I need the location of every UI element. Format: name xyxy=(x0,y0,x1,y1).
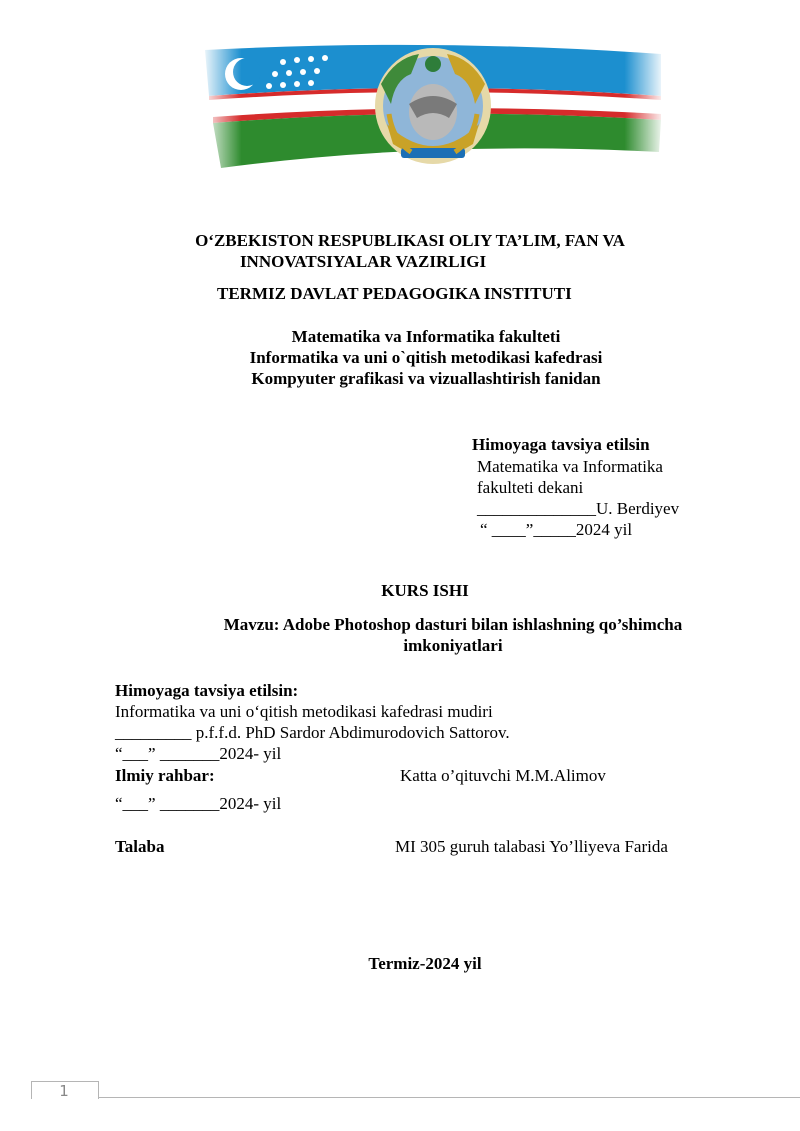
uzbekistan-flag-emblem-banner xyxy=(205,44,661,170)
dean-signature: ______________U. Berdiyev xyxy=(477,499,680,518)
dean-approval-block xyxy=(477,456,797,540)
dean-line-2: fakulteti dekani xyxy=(477,478,584,497)
ministry-title xyxy=(140,230,680,272)
dean-line-1: Matematika va Informatika xyxy=(477,457,663,476)
supervisor-label: Ilmiy rahbar: xyxy=(115,766,215,785)
footer-divider xyxy=(98,1097,800,1098)
ministry-line-1: O‘ZBEKISTON RESPUBLIKASI OLIY TA’LIM, FAN VA xyxy=(195,231,625,250)
head-approval-line-1: Informatika va uni o‘qitish metodikasi kafedrasi mudiri xyxy=(115,702,493,721)
department-name: Informatika va uni o`qitish metodikasi kafedrasi xyxy=(249,348,603,367)
supervisor-date: “___” _______2024- yil xyxy=(115,794,282,813)
page-number: 1 xyxy=(59,1082,69,1100)
subject-name: Kompyuter grafikasi va vizuallashtirish fanidan xyxy=(251,369,601,388)
work-topic xyxy=(190,614,716,656)
student-name: MI 305 guruh talabasi Yo’lliyeva Farida xyxy=(395,837,668,856)
dean-approval-title: Himoyaga tavsiya etilsin xyxy=(472,435,650,454)
head-approval-block xyxy=(115,680,775,764)
head-date: “___” _______2024- yil xyxy=(115,744,282,763)
topic-line-2: imkoniyatlari xyxy=(403,636,503,655)
city-year: Termiz-2024 yil xyxy=(368,954,482,973)
dean-date: “ ____”_____2024 yil xyxy=(480,520,633,539)
institute-name: TERMIZ DAVLAT PEDAGOGIKA INSTITUTI xyxy=(217,284,572,303)
head-approval-title: Himoyaga tavsiya etilsin: xyxy=(115,681,299,700)
ministry-line-2: INNOVATSIYALAR VAZIRLIGI xyxy=(239,252,487,271)
faculty-block xyxy=(176,326,676,389)
topic-line-1: Mavzu: Adobe Photoshop dasturi bilan ishlashning qo’shimcha xyxy=(223,615,683,634)
work-type: KURS ISHI xyxy=(381,581,469,600)
faculty-name: Matematika va Informatika fakulteti xyxy=(291,327,561,346)
supervisor-name: Katta o’qituvchi M.M.Alimov xyxy=(400,766,606,785)
student-label: Talaba xyxy=(115,837,165,856)
head-signature: _________ p.f.f.d. PhD Sardor Abdimurodovich Sattorov. xyxy=(115,723,510,742)
